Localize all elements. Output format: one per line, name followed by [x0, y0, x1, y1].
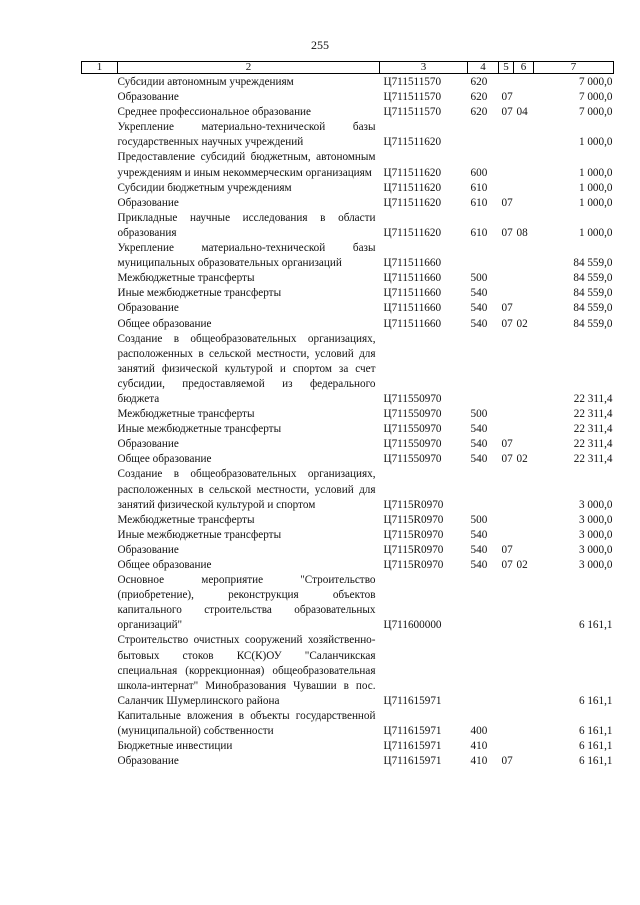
table-row	[82, 211, 614, 241]
row-col5: 07	[501, 226, 513, 239]
row-amount: 22 311,4	[573, 408, 613, 421]
row-amount: 6 161,1	[578, 755, 613, 768]
empty-cell	[82, 332, 118, 407]
row-col5	[499, 120, 514, 150]
table-row	[82, 633, 614, 708]
empty-cell	[82, 422, 118, 437]
row-col4	[468, 241, 499, 271]
table-row	[82, 196, 614, 211]
row-name: Образование	[117, 196, 179, 209]
row-col5	[499, 467, 514, 512]
row-col4	[468, 467, 499, 512]
row-code: Ц711511660	[383, 287, 442, 300]
row-col5: 07	[501, 91, 513, 104]
row-col6	[514, 196, 534, 211]
row-col6	[514, 241, 534, 271]
row-code: Ц711615971	[383, 740, 442, 753]
row-name: Образование	[117, 755, 179, 768]
table-row	[82, 407, 614, 422]
budget-table	[81, 61, 614, 769]
row-col4: 610	[470, 196, 488, 209]
row-col4: 540	[470, 559, 488, 571]
row-name: Образование	[117, 438, 179, 451]
row-col6	[514, 513, 534, 528]
row-col5: 07	[501, 453, 513, 466]
empty-cell	[82, 633, 118, 708]
empty-cell	[82, 452, 118, 467]
row-col6	[514, 709, 534, 739]
row-col6: 02	[516, 453, 528, 466]
row-amount: 1 000,0	[578, 166, 613, 179]
row-name: Укрепление материально-технической базы муниципальных образовательных организаций	[117, 242, 376, 270]
row-amount: 3 000,0	[578, 513, 613, 526]
row-code: Ц711511570	[383, 106, 442, 119]
table-row	[82, 301, 614, 316]
row-code: Ц711511660	[383, 257, 442, 270]
row-name: Иные межбюджетные трансферты	[117, 528, 282, 541]
row-col4: 540	[470, 528, 488, 541]
row-code: Ц711511660	[383, 272, 442, 285]
row-name: Среднее профессиональное образование	[117, 106, 312, 119]
row-col5	[499, 709, 514, 739]
row-code: Ц711550970	[383, 438, 442, 451]
row-col4: 500	[470, 272, 488, 285]
empty-cell	[82, 105, 118, 120]
row-col5	[499, 407, 514, 422]
table-row	[82, 709, 614, 739]
row-name: Субсидии бюджетным учреждениям	[117, 181, 292, 194]
table-row	[82, 422, 614, 437]
column-header: 1	[82, 62, 118, 74]
row-code: Ц7115R0970	[383, 498, 444, 511]
row-name: Иные межбюджетные трансферты	[117, 287, 282, 300]
table-row	[82, 452, 614, 467]
row-name: Межбюджетные трансферты	[117, 408, 255, 421]
column-header: 4	[468, 62, 499, 74]
row-col4: 540	[470, 287, 488, 300]
empty-cell	[82, 528, 118, 543]
row-name: Прикладные научные исследования в области образования	[117, 211, 376, 239]
empty-cell	[82, 181, 118, 196]
row-col5	[499, 286, 514, 301]
column-header: 7	[534, 62, 614, 74]
row-amount: 22 311,4	[573, 392, 613, 405]
table-row	[82, 241, 614, 271]
row-col4: 540	[470, 302, 488, 315]
row-amount: 22 311,4	[573, 423, 613, 436]
row-amount: 7 000,0	[578, 106, 613, 119]
row-col6: 02	[516, 559, 528, 571]
row-col5: 07	[501, 543, 513, 556]
row-col6	[514, 150, 534, 180]
table-row	[82, 317, 614, 332]
row-col5: 07	[501, 317, 513, 330]
row-amount: 7 000,0	[578, 91, 613, 104]
row-col5	[499, 150, 514, 180]
row-col5	[499, 739, 514, 754]
empty-cell	[82, 754, 118, 769]
row-code: Ц711511620	[383, 136, 442, 149]
row-col6	[514, 332, 534, 407]
empty-cell	[82, 120, 118, 150]
row-amount: 84 559,0	[573, 257, 613, 270]
empty-cell	[82, 301, 118, 316]
row-col5	[499, 422, 514, 437]
row-col4	[468, 633, 499, 708]
row-col6: 08	[516, 226, 528, 239]
row-col5	[499, 332, 514, 407]
column-header: 3	[380, 62, 468, 74]
row-code: Ц711511620	[383, 166, 442, 179]
table-row	[82, 181, 614, 196]
table-row	[82, 437, 614, 452]
row-col4: 400	[470, 725, 488, 738]
row-code: Ц711511620	[383, 181, 442, 194]
row-col5	[499, 573, 514, 633]
row-name: Укрепление материально-технической базы государственных научных учреждений	[117, 121, 376, 149]
table-row	[82, 528, 614, 543]
row-amount: 84 559,0	[573, 272, 613, 285]
row-name: Создание в общеобразовательных организациях, расположенных в сельской местности, условий для занятий физической культурой и спортом	[117, 468, 376, 511]
table-row	[82, 271, 614, 286]
column-header: 2	[118, 62, 380, 74]
row-col4	[468, 120, 499, 150]
table-row	[82, 90, 614, 105]
row-name: Образование	[117, 302, 179, 315]
row-col4: 620	[470, 106, 488, 119]
row-code: Ц711511570	[383, 91, 442, 104]
row-name: Капитальные вложения в объекты государственной (муниципальной) собственности	[117, 709, 376, 738]
table-row	[82, 573, 614, 633]
row-amount: 84 559,0	[573, 287, 613, 300]
empty-cell	[82, 573, 118, 633]
row-amount: 1 000,0	[578, 181, 613, 194]
row-code: Ц711511660	[383, 302, 442, 315]
row-name: Общее образование	[117, 453, 212, 466]
table-row	[82, 513, 614, 528]
row-name: Предоставление субсидий бюджетным, автономным учреждениям и иным некоммерческим организациям	[117, 151, 376, 179]
row-col6	[514, 74, 534, 91]
empty-cell	[82, 558, 118, 573]
row-code: Ц711615971	[383, 725, 442, 738]
row-col6	[514, 120, 534, 150]
table-row	[82, 286, 614, 301]
empty-cell	[82, 74, 118, 91]
row-col4: 610	[470, 226, 488, 239]
row-name: Основное мероприятие "Строительство (приобретение), реконструкция объектов капитального строительства образовательных организаций"	[117, 574, 376, 632]
table-row	[82, 558, 614, 573]
page-number: 255	[311, 38, 329, 52]
empty-cell	[82, 437, 118, 452]
row-amount: 22 311,4	[573, 438, 613, 451]
row-code: Ц711550970	[383, 453, 442, 466]
row-code: Ц711615971	[383, 755, 442, 768]
row-col6	[514, 301, 534, 316]
column-header-row	[82, 62, 614, 74]
table-row	[82, 74, 614, 91]
row-amount: 3 000,0	[578, 528, 613, 541]
row-name: Субсидии автономным учреждениям	[117, 76, 294, 88]
row-name: Межбюджетные трансферты	[117, 272, 255, 285]
row-code: Ц711600000	[383, 619, 442, 632]
row-col4: 540	[470, 423, 488, 436]
column-header: 5	[499, 62, 514, 74]
table-row	[82, 467, 614, 512]
row-code: Ц7115R0970	[383, 528, 444, 541]
row-name: Бюджетные инвестиции	[117, 740, 233, 753]
row-code: Ц711550970	[383, 392, 442, 405]
row-code: Ц711511660	[383, 317, 442, 330]
row-col6	[514, 467, 534, 512]
row-col5	[499, 633, 514, 708]
row-col4	[468, 332, 499, 407]
row-col5: 07	[501, 559, 513, 571]
row-col6	[514, 90, 534, 105]
row-col6	[514, 754, 534, 769]
row-code: Ц711511620	[383, 226, 442, 239]
row-name: Межбюджетные трансферты	[117, 513, 255, 526]
row-amount: 3 000,0	[578, 498, 613, 511]
row-col4: 540	[470, 543, 488, 556]
column-header: 6	[514, 62, 534, 74]
row-col5	[499, 74, 514, 91]
table-row	[82, 754, 614, 769]
row-code: Ц711550970	[383, 423, 442, 436]
row-col6	[514, 271, 534, 286]
row-col5	[499, 181, 514, 196]
row-col6	[514, 286, 534, 301]
row-col5: 07	[501, 196, 513, 209]
empty-cell	[82, 241, 118, 271]
row-col4: 410	[470, 755, 488, 768]
empty-cell	[82, 407, 118, 422]
row-col5: 07	[501, 438, 513, 451]
table-row	[82, 120, 614, 150]
row-col4: 540	[470, 453, 488, 466]
row-col5	[499, 528, 514, 543]
row-col6	[514, 437, 534, 452]
row-code: Ц7115R0970	[383, 559, 444, 571]
row-amount: 7 000,0	[578, 76, 613, 88]
row-col6	[514, 181, 534, 196]
table-row	[82, 739, 614, 754]
empty-cell	[82, 286, 118, 301]
row-col6	[514, 573, 534, 633]
row-amount: 3 000,0	[578, 559, 613, 571]
table-row	[82, 150, 614, 180]
row-col6: 04	[516, 106, 528, 119]
row-amount: 6 161,1	[578, 725, 613, 738]
row-code: Ц711615971	[383, 694, 442, 707]
row-col6	[514, 422, 534, 437]
row-amount: 22 311,4	[573, 453, 613, 466]
row-col6	[514, 407, 534, 422]
row-name: Строительство очистных сооружений хозяйственно-бытовых стоков КС(К)ОУ "Саланчикская специальная (коррекционная) общеобразовательная школа-интернат" Минобразования Чувашии в пос. Саланчик Шумерлинского района	[117, 634, 376, 707]
row-col4: 500	[470, 408, 488, 421]
row-code: Ц711511620	[383, 196, 442, 209]
row-col6	[514, 528, 534, 543]
row-col4: 410	[470, 740, 488, 753]
row-col5: 07	[501, 755, 513, 768]
empty-cell	[82, 317, 118, 332]
row-code: Ц7115R0970	[383, 543, 444, 556]
row-col5	[499, 513, 514, 528]
row-amount: 6 161,1	[578, 619, 613, 632]
row-amount: 3 000,0	[578, 543, 613, 556]
row-col4: 620	[470, 91, 488, 104]
table-body	[82, 74, 614, 770]
row-name: Общее образование	[117, 559, 212, 571]
row-amount: 84 559,0	[573, 317, 613, 330]
row-amount: 1 000,0	[578, 196, 613, 209]
row-col4: 610	[470, 181, 488, 194]
row-col4: 620	[470, 76, 488, 88]
row-name: Общее образование	[117, 317, 212, 330]
empty-cell	[82, 543, 118, 558]
row-amount: 6 161,1	[578, 740, 613, 753]
row-code: Ц711550970	[383, 408, 442, 421]
empty-cell	[82, 739, 118, 754]
row-col4: 600	[470, 166, 488, 179]
row-name: Создание в общеобразовательных организациях, расположенных в сельской местности, условий для занятий физической культурой и спортом за счет субсидии, предоставляемой из федерального бюджета	[117, 332, 376, 405]
empty-cell	[82, 271, 118, 286]
row-col6	[514, 739, 534, 754]
row-col4: 540	[470, 438, 488, 451]
row-amount: 1 000,0	[578, 226, 613, 239]
empty-cell	[82, 211, 118, 241]
empty-cell	[82, 513, 118, 528]
row-col5	[499, 241, 514, 271]
row-col5: 07	[501, 106, 513, 119]
row-col5: 07	[501, 302, 513, 315]
row-col5	[499, 271, 514, 286]
row-code: Ц711511570	[383, 76, 442, 88]
row-amount: 6 161,1	[578, 694, 613, 707]
row-amount: 84 559,0	[573, 302, 613, 315]
empty-cell	[82, 467, 118, 512]
table-row	[82, 105, 614, 120]
row-col4: 500	[470, 513, 488, 526]
row-name: Образование	[117, 91, 179, 104]
empty-cell	[82, 90, 118, 105]
empty-cell	[82, 150, 118, 180]
row-col6	[514, 633, 534, 708]
table-row	[82, 332, 614, 407]
row-name: Образование	[117, 543, 179, 556]
row-name: Иные межбюджетные трансферты	[117, 423, 282, 436]
row-col4	[468, 573, 499, 633]
row-amount: 1 000,0	[578, 136, 613, 149]
row-col6: 02	[516, 317, 528, 330]
empty-cell	[82, 196, 118, 211]
row-col4: 540	[470, 317, 488, 330]
row-col6	[514, 543, 534, 558]
table-row	[82, 543, 614, 558]
row-code: Ц7115R0970	[383, 513, 444, 526]
empty-cell	[82, 709, 118, 739]
